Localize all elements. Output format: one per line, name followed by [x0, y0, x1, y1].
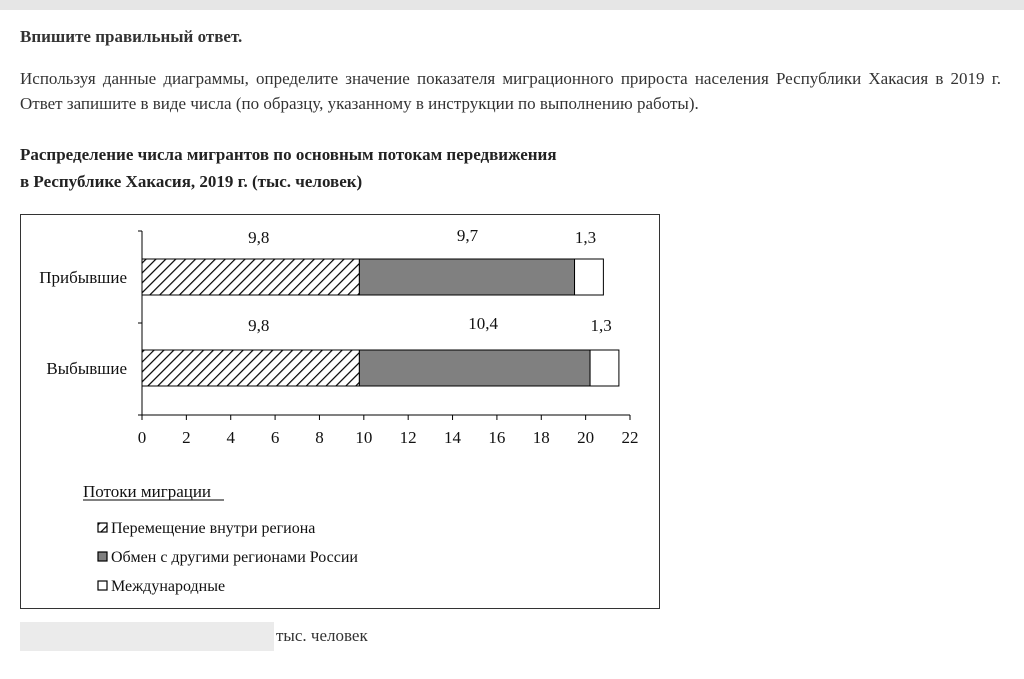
stacked-bar-chart [21, 215, 661, 610]
legend-entry: Международные [111, 578, 226, 595]
x-tick-label: 22 [621, 428, 639, 447]
bar-segment [575, 259, 604, 295]
chart-title-line-1: Распределение числа мигрантов по основным потокам передвижения [20, 145, 557, 164]
x-tick-label: 10 [355, 428, 373, 447]
question-text: Используя данные диаграммы, определите значение показателя миграционного прироста населения Республики Хакасия в 2019 г. Ответ запишите в виде числа (по образцу, указанному в инструкции по выполнению работы). [20, 69, 1001, 113]
x-tick-label: 0 [137, 428, 147, 447]
x-tick-label: 12 [399, 428, 417, 447]
chart-frame [20, 214, 660, 609]
bar-segment [359, 350, 590, 386]
x-tick-label: 8 [315, 428, 324, 447]
legend-entry: Перемещение внутри региона [111, 520, 316, 537]
data-label: 9,8 [248, 316, 270, 335]
bar-segment [359, 259, 574, 295]
bar-segment [142, 259, 359, 295]
answer-unit: тыс. человек [276, 626, 368, 645]
x-tick-label: 20 [577, 428, 595, 447]
data-label: 1,3 [590, 316, 612, 335]
bar-segment [590, 350, 619, 386]
chart-title [20, 141, 557, 195]
legend-swatch [98, 552, 107, 561]
data-label: 1,3 [574, 228, 597, 247]
instruction-text: Впишите правильный ответ. [20, 27, 243, 46]
legend-swatch [98, 581, 107, 590]
x-tick-label: 6 [270, 428, 280, 447]
x-tick-label: 14 [444, 428, 462, 447]
data-label: 9,8 [248, 228, 270, 247]
x-tick-label: 18 [532, 428, 550, 447]
category-label: Прибывшие [39, 268, 127, 287]
bar-segment [142, 350, 359, 386]
x-tick-label: 16 [488, 428, 506, 447]
legend-title: Потоки миграции [83, 482, 212, 501]
top-bar [0, 0, 1024, 10]
legend-swatch [98, 523, 107, 532]
x-tick-label: 4 [226, 428, 235, 447]
data-label: 10,4 [468, 314, 498, 333]
answer-input[interactable] [20, 622, 274, 651]
x-tick-label: 2 [182, 428, 191, 447]
chart-title-line-2: в Республике Хакасия, 2019 г. (тыс. человек) [20, 172, 363, 191]
category-label: Выбывшие [46, 359, 127, 378]
legend-entry: Обмен с другими регионами России [111, 549, 358, 566]
data-label: 9,7 [456, 226, 479, 245]
